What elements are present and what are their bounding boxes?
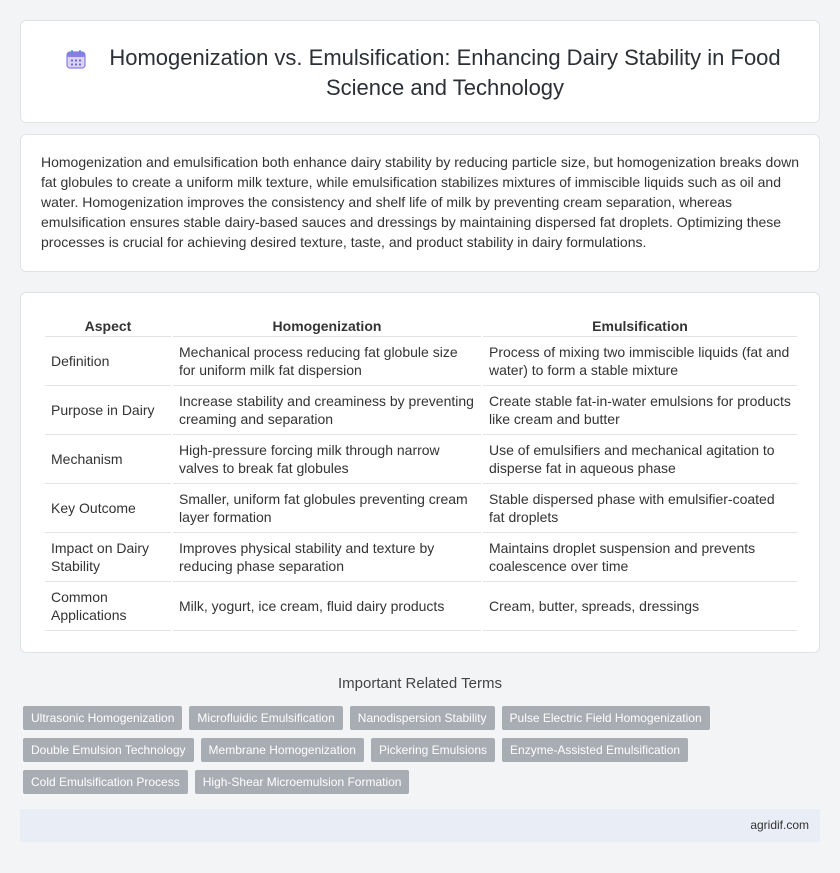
aspect-cell: Key Outcome (45, 484, 171, 533)
related-terms-heading: Important Related Terms (338, 675, 502, 692)
homogenization-cell: Improves physical stability and texture by reducing phase separation (173, 533, 481, 582)
aspect-cell: Impact on Dairy Stability (45, 533, 171, 582)
related-term-tag[interactable]: Pulse Electric Field Homogenization (502, 706, 710, 730)
related-term-tag[interactable]: Membrane Homogenization (201, 738, 364, 762)
related-terms-list (23, 706, 803, 794)
emulsification-cell: Cream, butter, spreads, dressings (483, 582, 797, 631)
page-title: Homogenization vs. Emulsification: Enhancing Dairy Stability in Food Science and Technology (109, 45, 781, 100)
homogenization-cell: High-pressure forcing milk through narrow valves to break fat globules (173, 435, 481, 484)
related-term-tag[interactable]: Ultrasonic Homogenization (23, 706, 182, 730)
table-row (45, 582, 797, 631)
footer-site-link[interactable]: agridif.com (750, 818, 809, 832)
aspect-cell: Common Applications (45, 582, 171, 631)
table-row (45, 386, 797, 435)
emulsification-cell: Create stable fat-in-water emulsions for products like cream and butter (483, 386, 797, 435)
intro-card (20, 134, 820, 272)
intro-paragraph: Homogenization and emulsification both enhance dairy stability by reducing particle size, but homogenization breaks down fat globules to create a uniform milk texture, while emulsification stabilizes mixtures of immiscible liquids such as oil and water. Homogenization improves the consistency and shelf life of milk by preventing cream separation, whereas emulsification ensures stable dairy-based sauces and dressings by maintaining dispersed fat droplets. Optimizing these processes is crucial for achieving desired texture, taste, and product stability in dairy formulations. (41, 154, 799, 250)
header-homogenization: Homogenization (173, 313, 481, 337)
emulsification-cell: Use of emulsifiers and mechanical agitation to disperse fat in aqueous phase (483, 435, 797, 484)
header-aspect: Aspect (45, 313, 171, 337)
related-term-tag[interactable]: Pickering Emulsions (371, 738, 495, 762)
emulsification-cell: Maintains droplet suspension and prevents coalescence over time (483, 533, 797, 582)
related-term-tag[interactable]: High-Shear Microemulsion Formation (195, 770, 410, 794)
homogenization-cell: Mechanical process reducing fat globule size for uniform milk fat dispersion (173, 337, 481, 386)
aspect-cell: Definition (45, 337, 171, 386)
homogenization-cell: Milk, yogurt, ice cream, fluid dairy products (173, 582, 481, 631)
footer (20, 809, 820, 842)
related-term-tag[interactable]: Double Emulsion Technology (23, 738, 194, 762)
title-card (20, 20, 820, 123)
aspect-cell: Mechanism (45, 435, 171, 484)
comparison-table-card (20, 292, 820, 653)
related-term-tag[interactable]: Nanodispersion Stability (350, 706, 495, 730)
related-term-tag[interactable]: Enzyme-Assisted Emulsification (502, 738, 688, 762)
related-term-tag[interactable]: Microfluidic Emulsification (189, 706, 342, 730)
table-row (45, 484, 797, 533)
emulsification-cell: Process of mixing two immiscible liquids (fat and water) to form a stable mixture (483, 337, 797, 386)
homogenization-cell: Smaller, uniform fat globules preventing cream layer formation (173, 484, 481, 533)
table-header-row (45, 313, 797, 337)
homogenization-cell: Increase stability and creaminess by preventing creaming and separation (173, 386, 481, 435)
table-row (45, 435, 797, 484)
aspect-cell: Purpose in Dairy (45, 386, 171, 435)
header-emulsification: Emulsification (483, 313, 797, 337)
table-row (45, 533, 797, 582)
comparison-table (43, 313, 799, 631)
emulsification-cell: Stable dispersed phase with emulsifier-coated fat droplets (483, 484, 797, 533)
calendar-icon (65, 48, 87, 70)
table-row (45, 337, 797, 386)
related-term-tag[interactable]: Cold Emulsification Process (23, 770, 188, 794)
